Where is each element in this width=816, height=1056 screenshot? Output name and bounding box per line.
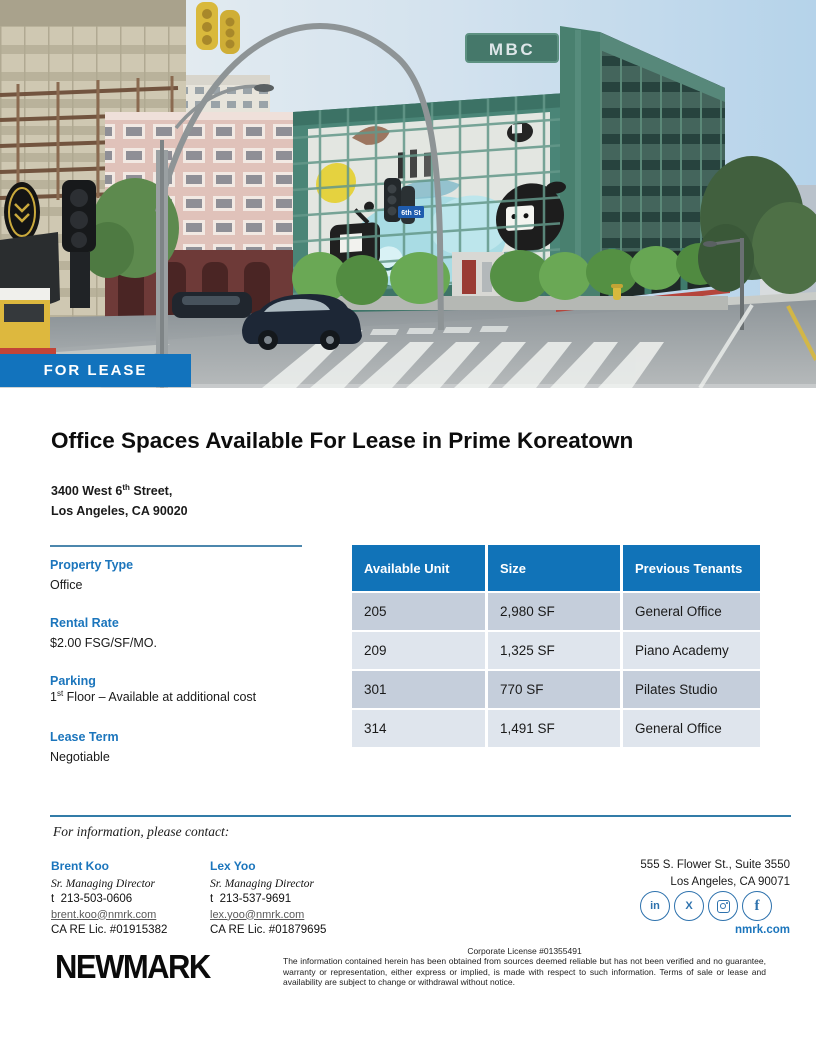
detail-value-rental-rate: $2.00 FSG/SF/MO.	[50, 636, 157, 650]
table-cell-size: 1,325 SF	[488, 632, 620, 669]
linkedin-icon[interactable]: in	[640, 891, 670, 921]
contact-phone: t 213-537-9691	[210, 893, 292, 905]
contact-card	[51, 859, 206, 939]
page-title: Office Spaces Available For Lease in Prime Koreatown	[51, 428, 634, 453]
contact-heading: For information, please contact:	[53, 824, 230, 839]
street-name-sign: 6th St	[401, 210, 421, 217]
corporate-license: Corporate License #01355491	[467, 946, 582, 956]
office-address-line2: Los Angeles, CA 90071	[670, 876, 790, 888]
mbc-building-sign: MBC	[488, 40, 536, 59]
disclaimer-text: The information contained herein has been obtained from sources deemed reliable but has not been verified and no guarantee, warranty or representation, either express or implied, is made with respect to such information. Terms of sale or lease and availability are subject to change or withdrawal without notice.	[283, 956, 766, 987]
detail-label-rental-rate: Rental Rate	[50, 616, 119, 630]
detail-value-property-type: Office	[50, 578, 83, 592]
detail-label-property-type: Property Type	[50, 558, 134, 572]
x-twitter-icon[interactable]: X	[674, 891, 704, 921]
detail-value-lease-term: Negotiable	[50, 750, 110, 764]
office-address	[640, 857, 790, 891]
table-cell-size: 770 SF	[488, 671, 620, 708]
contact-title: Sr. Managing Director	[51, 877, 156, 890]
table-header-size: Size	[488, 545, 620, 591]
table-cell-size: 2,980 SF	[488, 593, 620, 630]
contact-license: CA RE Lic. #01915382	[51, 924, 168, 936]
office-address-line1: 555 S. Flower St., Suite 3550	[640, 859, 790, 871]
contact-name: Lex Yoo	[210, 859, 256, 873]
newmark-logo: NEWMARK	[55, 948, 210, 986]
contact-name: Brent Koo	[51, 859, 109, 873]
table-cell-tenant: Pilates Studio	[623, 671, 760, 708]
contact-title: Sr. Managing Director	[210, 877, 315, 890]
table-cell-tenant: General Office	[623, 593, 760, 630]
contact-divider	[50, 815, 791, 817]
contact-email-link[interactable]: brent.koo@nmrk.com	[51, 908, 157, 921]
available-units-table	[352, 545, 760, 747]
detail-label-parking: Parking	[50, 674, 96, 688]
contact-card	[210, 859, 365, 939]
contact-license: CA RE Lic. #01879695	[210, 924, 327, 936]
property-address	[51, 481, 188, 521]
detail-label-lease-term: Lease Term	[50, 730, 119, 744]
contact-phone: t 213-503-0606	[51, 893, 133, 905]
social-links	[640, 891, 772, 921]
property-address-line2: Los Angeles, CA 90020	[51, 504, 188, 518]
property-photo	[0, 0, 816, 388]
street-scene-illustration	[0, 0, 816, 388]
table-cell-unit: 314	[352, 710, 485, 747]
property-address-line1: 3400 West 6th Street,	[51, 482, 173, 498]
table-cell-unit: 209	[352, 632, 485, 669]
property-details	[50, 545, 302, 764]
table-cell-unit: 301	[352, 671, 485, 708]
table-cell-tenant: Piano Academy	[623, 632, 760, 669]
table-cell-size: 1,491 SF	[488, 710, 620, 747]
facebook-icon[interactable]: f	[742, 891, 772, 921]
table-header-available-unit: Available Unit	[352, 545, 485, 591]
for-lease-banner	[0, 354, 191, 387]
for-lease-label: FOR LEASE	[43, 362, 148, 379]
detail-value-parking: 1st Floor – Available at additional cost	[50, 688, 257, 704]
contact-email-link[interactable]: lex.yoo@nmrk.com	[210, 908, 305, 921]
instagram-icon[interactable]	[708, 891, 738, 921]
website-link[interactable]: nmrk.com	[735, 924, 790, 936]
table-cell-tenant: General Office	[623, 710, 760, 747]
table-header-previous-tenants: Previous Tenants	[623, 545, 760, 591]
table-cell-unit: 205	[352, 593, 485, 630]
